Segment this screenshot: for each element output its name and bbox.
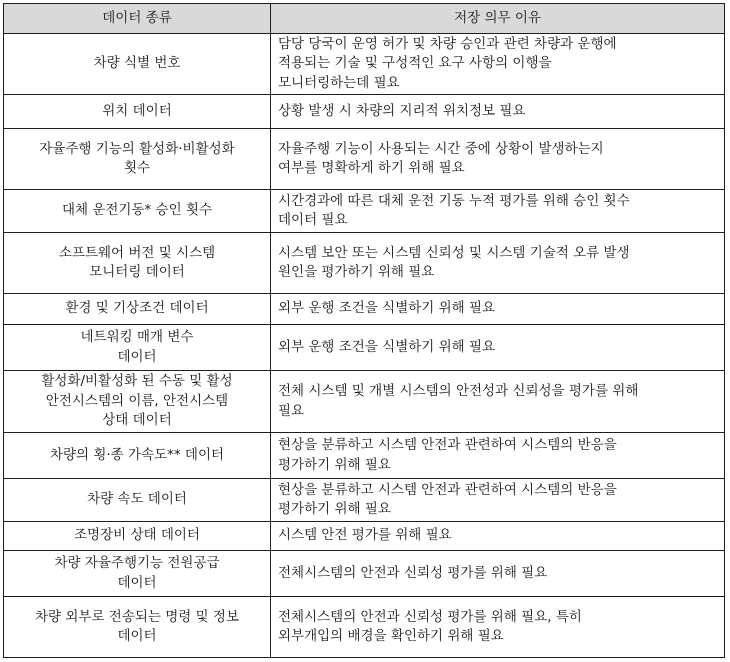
table-row: [4, 551, 725, 597]
data-type-cell: [4, 551, 271, 597]
storage-reason-text: 시간경과에 따른 대체 운전 기동 누적 평가를 위해 승인 횟수: [278, 192, 630, 209]
data-type-text: 모니터링 데이터: [89, 264, 185, 280]
storage-reason-text: 전체시스템의 안전과 신뢰성 평가를 위해 필요: [278, 564, 548, 581]
data-type-cell: [4, 95, 271, 129]
storage-reason-cell: [271, 190, 725, 233]
storage-reason-text: 평가하기 위해 필요: [278, 501, 391, 517]
table-row: [4, 34, 725, 95]
storage-reason-cell: [271, 433, 725, 479]
data-type-text: 데이터: [117, 348, 157, 365]
table-row: [4, 479, 725, 522]
storage-reason-cell: [271, 294, 725, 325]
data-type-text: 안전시스템의 이름, 안전시스템: [45, 392, 229, 409]
data-type-text: 네트워킹 매개 변수: [80, 329, 194, 345]
data-type-text: 차량의 횡·종 가속도** 데이터: [49, 446, 225, 463]
storage-reason-cell: [271, 95, 725, 129]
storage-reason-text: 외부 운행 조건을 식별하기 위해 필요: [278, 338, 496, 355]
data-type-text: 차량 외부로 전송되는 명령 및 정보: [34, 608, 240, 625]
data-type-cell: [4, 233, 271, 294]
table-row: [4, 597, 725, 658]
storage-reason-text: 전체시스템의 안전과 신뢰성 평가를 위해 필요, 특히: [278, 608, 582, 625]
data-type-cell: [4, 190, 271, 233]
storage-reason-cell: [271, 371, 725, 433]
storage-reason-cell: [271, 479, 725, 522]
storage-reason-cell: [271, 129, 725, 190]
storage-reason-cell: [271, 597, 725, 658]
data-type-cell: [4, 294, 271, 325]
data-type-text: 상태 데이터: [102, 412, 172, 429]
table-body: [4, 34, 725, 658]
data-type-text: 환경 및 기상조건 데이터: [65, 300, 209, 317]
storage-reason-text: 시스템 안전 평가를 위해 필요: [278, 527, 452, 544]
storage-reason-text: 적용되는 기술 및 구성적인 요구 사항의 이행을: [278, 55, 552, 72]
storage-reason-text: 평가하기 위해 필요: [278, 456, 391, 473]
storage-reason-text: 현상을 분류하고 시스템 안전과 관련하여 시스템의 반응을: [278, 481, 617, 498]
header-data-type: 데이터 종류: [4, 4, 271, 34]
table-row: [4, 433, 725, 479]
data-type-cell: [4, 597, 271, 658]
storage-reason-text: 현상을 분류하고 시스템 안전과 관련하여 시스템의 반응을: [278, 437, 617, 453]
table-row: [4, 325, 725, 371]
storage-reason-text: 전체 시스템 및 개별 시스템의 안전성과 신뢰성을 평가를 위해: [278, 383, 639, 399]
table-row: [4, 129, 725, 190]
data-type-cell: [4, 433, 271, 479]
storage-reason-text: 외부개입의 배경을 확인하기 위해 필요: [278, 628, 504, 644]
table-row: [4, 233, 725, 294]
data-type-text: 데이터: [117, 628, 157, 644]
header-row: [4, 4, 725, 34]
data-type-text: 자율주행 기능의 활성화·비활성화: [39, 140, 235, 157]
header-storage-reason: 저장 의무 이유: [271, 4, 725, 34]
data-type-cell: [4, 129, 271, 190]
storage-reason-cell: [271, 325, 725, 371]
storage-reason-text: 담당 당국이 운영 허가 및 차량 승인과 관련 차량과 운행에: [278, 35, 617, 52]
table-row: [4, 522, 725, 551]
storage-reason-text: 외부 운행 조건을 식별하기 위해 필요: [278, 300, 496, 317]
storage-reason-text: 필요: [278, 402, 305, 419]
data-type-text: 데이터: [117, 574, 157, 591]
data-type-text: 대체 운전기동* 승인 횟수: [61, 202, 213, 219]
table-row: [4, 190, 725, 233]
storage-reason-cell: [271, 34, 725, 95]
storage-reason-text: 모니터링하는데 필요: [278, 74, 400, 91]
data-type-text: 차량 속도 데이터: [87, 491, 187, 508]
data-type-cell: [4, 371, 271, 433]
data-storage-table: [3, 3, 725, 658]
storage-reason-text: 시스템 보안 또는 시스템 신뢰성 및 시스템 기술적 오류 발생: [278, 244, 630, 261]
storage-reason-text: 자율주행 기능이 사용되는 시간 중에 상황이 발생하는지: [278, 140, 604, 157]
storage-reason-cell: [271, 522, 725, 551]
data-type-cell: [4, 522, 271, 551]
data-type-cell: [4, 325, 271, 371]
storage-reason-text: 상황 발생 시 차량의 지리적 위치정보 필요: [278, 102, 526, 119]
data-type-text: 소프트웨어 버전 및 시스템: [58, 244, 216, 261]
storage-reason-cell: [271, 551, 725, 597]
storage-reason-text: 데이터 필요: [278, 212, 348, 228]
data-type-cell: [4, 34, 271, 95]
data-type-cell: [4, 479, 271, 522]
data-type-text: 활성화/비활성화 된 수동 및 활성: [41, 373, 233, 390]
storage-reason-cell: [271, 233, 725, 294]
table-row: [4, 294, 725, 325]
table-row: [4, 95, 725, 129]
data-type-text: 차량 자율주행기능 전원공급: [54, 555, 220, 571]
table-row: [4, 371, 725, 433]
data-type-text: 횟수: [123, 160, 151, 176]
storage-reason-text: 여부를 명확하게 하기 위해 필요: [278, 160, 465, 176]
data-type-text: 위치 데이터: [102, 102, 172, 119]
storage-reason-text: 원인을 평가하기 위해 필요: [278, 264, 435, 280]
data-type-text: 조명장비 상태 데이터: [74, 527, 200, 544]
data-type-text: 차량 식별 번호: [93, 55, 181, 72]
